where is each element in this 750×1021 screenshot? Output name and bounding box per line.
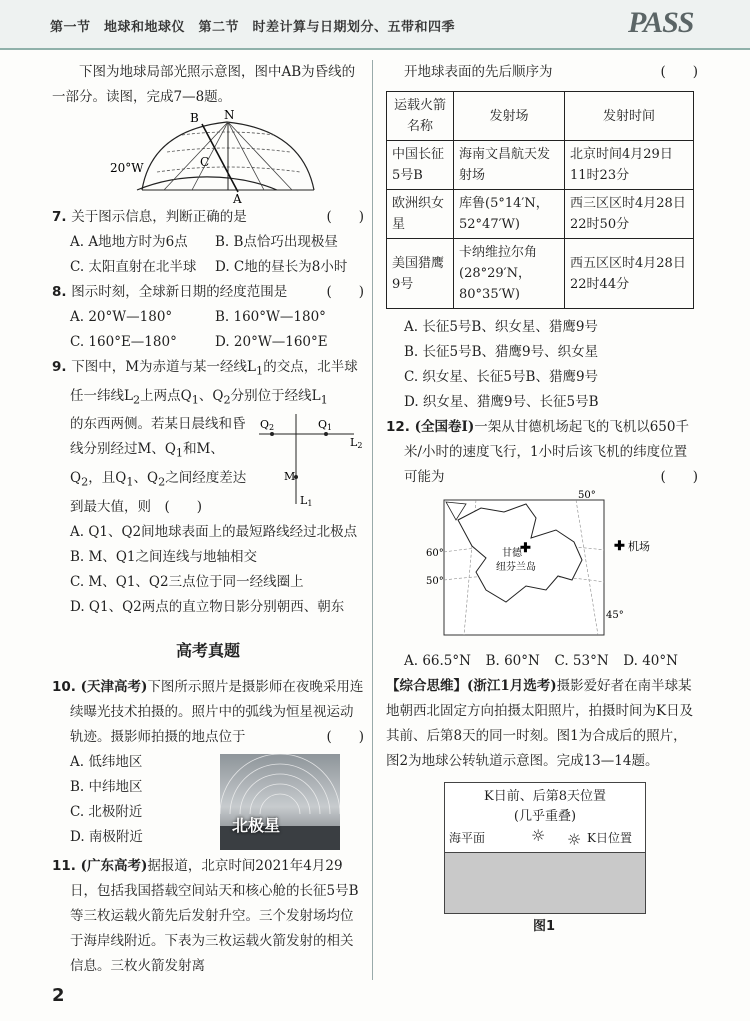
fig1-kday-label: K日位置	[587, 831, 632, 845]
header-title: 第一节 地球和地球仪 第二节 时差计算与日期划分、五带和四季	[50, 20, 456, 35]
table-cell: 西五区区时4月28日22时44分	[565, 239, 694, 309]
map-label-50: 50°	[426, 576, 444, 587]
fig1-caption: 图1	[532, 919, 556, 934]
q11-stem-cont: 开地球表面的先后顺序为 ( )	[404, 64, 698, 80]
table-cell: 库鲁(5°14′N，52°47′W)	[454, 190, 565, 239]
table-cell: 西三区区时4月28日22时50分	[565, 190, 694, 239]
table-cell: 北京时间4月29日11时23分	[565, 141, 694, 190]
table-cell: 海南文昌航天发射场	[454, 141, 565, 190]
map-label-45: 45°	[606, 610, 624, 621]
q9-label-m: M	[284, 470, 296, 484]
photo-label-polaris: 北极星	[232, 815, 281, 835]
q9-option-d[interactable]: D. Q1、Q2两点的直立物日影分别朝西、朝东	[70, 598, 345, 615]
figure-1	[444, 782, 646, 914]
column-divider	[372, 60, 373, 980]
left-column	[52, 60, 364, 979]
q10-option-a[interactable]: A. 低纬地区	[70, 753, 143, 770]
q7-option-a[interactable]: A. A地地方时为6点	[70, 234, 188, 250]
q8-option-a[interactable]: A. 20°W—180°	[70, 309, 173, 325]
label-n: N	[224, 110, 235, 122]
q10-option-c[interactable]: C. 北极附近	[70, 803, 143, 820]
q9-stem-top: 9. 下图中，M为赤道与某一经线$L_1$的交点，北半球任一纬线$L_2$上两点$Q_1$、$Q_2$分别位于经线$L_1$	[52, 359, 358, 407]
airport-icon: ✚	[520, 541, 531, 556]
label-20w: 20°W	[110, 161, 144, 175]
q12-stem: 12. (全国卷Ⅰ)一架从甘德机场起飞的飞机以650千米/小时的速度飞行，1小时后该飞机的纬度位置可能为 ( )	[386, 419, 698, 485]
map-label-gander: 甘德	[502, 548, 522, 559]
table-header: 运载火箭名称	[387, 92, 454, 141]
q12-option-b[interactable]: B. 60°N	[485, 653, 540, 669]
q8-option-c[interactable]: C. 160°E—180°	[70, 334, 177, 350]
legend-airport-label: 机场	[628, 540, 650, 553]
q11-option-d[interactable]: D. 织女星、猎鹰9号、长征5号B	[404, 394, 599, 410]
newfoundland-map	[386, 490, 698, 640]
table-cell: 中国长征5号B	[387, 141, 454, 190]
table-header-row	[387, 92, 694, 141]
q8-stem: 8. 图示时刻，全球新日期的经度范围是 ( )	[52, 284, 364, 300]
q11-option-c[interactable]: C. 织女星、长征5号B、猎鹰9号	[404, 369, 599, 385]
legend-airport-icon: ✚	[614, 539, 625, 554]
q13-14-intro: 【综合思维】(浙江1月选考)摄影爱好者在南半球某地朝西北固定方向拍摄太阳照片，拍摄时间为K日及其前、后第8天的同一时刻。图1为合成后的照片，图2为地球公转轨道示意图。完成13—14题。	[386, 678, 694, 769]
fig1-subtitle: (几乎重叠)	[513, 809, 577, 824]
q8-option-b[interactable]: B. 160°W—180°	[215, 309, 326, 325]
q9-figure	[254, 412, 364, 512]
q7-option-b[interactable]: B. B点恰巧出现极昼	[215, 234, 338, 250]
page-number: 2	[52, 985, 65, 1006]
section-title: 高考真题	[175, 640, 240, 660]
table-header: 发射场	[454, 92, 565, 141]
fig1-title: K日前、后第8天位置	[484, 789, 606, 804]
label-a: A	[233, 192, 242, 205]
hemisphere-outline	[137, 177, 277, 190]
terminator-figure	[52, 110, 364, 205]
q12-option-c[interactable]: C. 53°N	[554, 653, 609, 669]
q9-label-q1: Q1	[318, 418, 333, 433]
q9-stem-rest: 的东西两侧。若某日晨线和昏线分别经过M、$Q_1$和M、$Q_2$，且$Q_1$、$Q_2$之间经度差达到最大值，则 ( )	[70, 416, 247, 515]
sun-icon: ☼	[531, 826, 546, 845]
q9-option-b[interactable]: B. M、Q1之间连线与地轴相交	[70, 548, 257, 565]
star-trail-photo	[220, 754, 340, 850]
map-label-50-top: 50°	[578, 490, 596, 501]
table-header: 发射时间	[565, 92, 694, 141]
q12-option-d[interactable]: D. 40°N	[623, 653, 678, 669]
right-column	[386, 60, 698, 939]
pass-logo: PASS	[628, 6, 694, 39]
q9-option-c[interactable]: C. M、Q1、Q2三点位于同一经线圈上	[70, 573, 304, 590]
q9-label-q2: Q2	[260, 418, 275, 433]
q9-label-l1: L1	[300, 494, 313, 509]
table-cell: 美国猎鹰9号	[387, 239, 454, 309]
q7-stem: 7. 关于图示信息，判断正确的是 ( )	[52, 209, 364, 225]
table-cell: 卡纳维拉尔角(28°29′N，80°35′W)	[454, 239, 565, 309]
sun-icon: ☼	[567, 830, 582, 849]
intro-7-8: 下图为地球局部光照示意图，图中AB为昏线的一部分。读图，完成7—8题。	[52, 64, 356, 105]
label-b: B	[190, 111, 199, 125]
table-cell: 欧洲织女星	[387, 190, 454, 239]
page-header	[0, 0, 750, 50]
q12-option-a[interactable]: A. 66.5°N	[404, 653, 471, 669]
q7-option-c[interactable]: C. 太阳直射在北半球	[70, 259, 197, 275]
q10-stem: 10. (天津高考)下图所示照片是摄影师在夜晚采用连续曝光技术拍摄的。照片中的弧线为恒星视运动轨迹。摄影师拍摄的地点位于 ( )	[52, 678, 364, 745]
table-row	[387, 141, 694, 190]
fig1-sea-label: 海平面	[449, 831, 486, 845]
map-label-60: 60°	[426, 548, 444, 559]
label-c: C	[200, 155, 210, 169]
fig1-sea-area	[445, 852, 645, 913]
q8-option-d[interactable]: D. 20°W—160°E	[215, 334, 328, 350]
q11-option-b[interactable]: B. 长征5号B、猎鹰9号、织女星	[404, 344, 599, 360]
q10-option-b[interactable]: B. 中纬地区	[70, 778, 143, 795]
launch-table	[386, 91, 694, 309]
table-row	[387, 239, 694, 309]
q9-label-l2: L2	[350, 436, 363, 451]
q7-option-d[interactable]: D. C地的昼长为8小时	[215, 259, 348, 275]
map-label-island: 纽芬兰岛	[496, 562, 536, 573]
q10-option-d[interactable]: D. 南极附近	[70, 828, 143, 845]
q11-stem: 11. (广东高考)据报道，北京时间2021年4月29日，包括我国搭载空间站天和核心舱的长征5号B等三枚运载火箭先后发射升空。三个发射场均位于海岸线附近。下表为三枚运载火箭发射的相关信息。三枚火箭发射离	[52, 857, 359, 974]
q9-option-a[interactable]: A. Q1、Q2间地球表面上的最短路线经过北极点	[70, 523, 358, 540]
q11-option-a[interactable]: A. 长征5号B、织女星、猎鹰9号	[404, 319, 598, 335]
table-row	[387, 190, 694, 239]
